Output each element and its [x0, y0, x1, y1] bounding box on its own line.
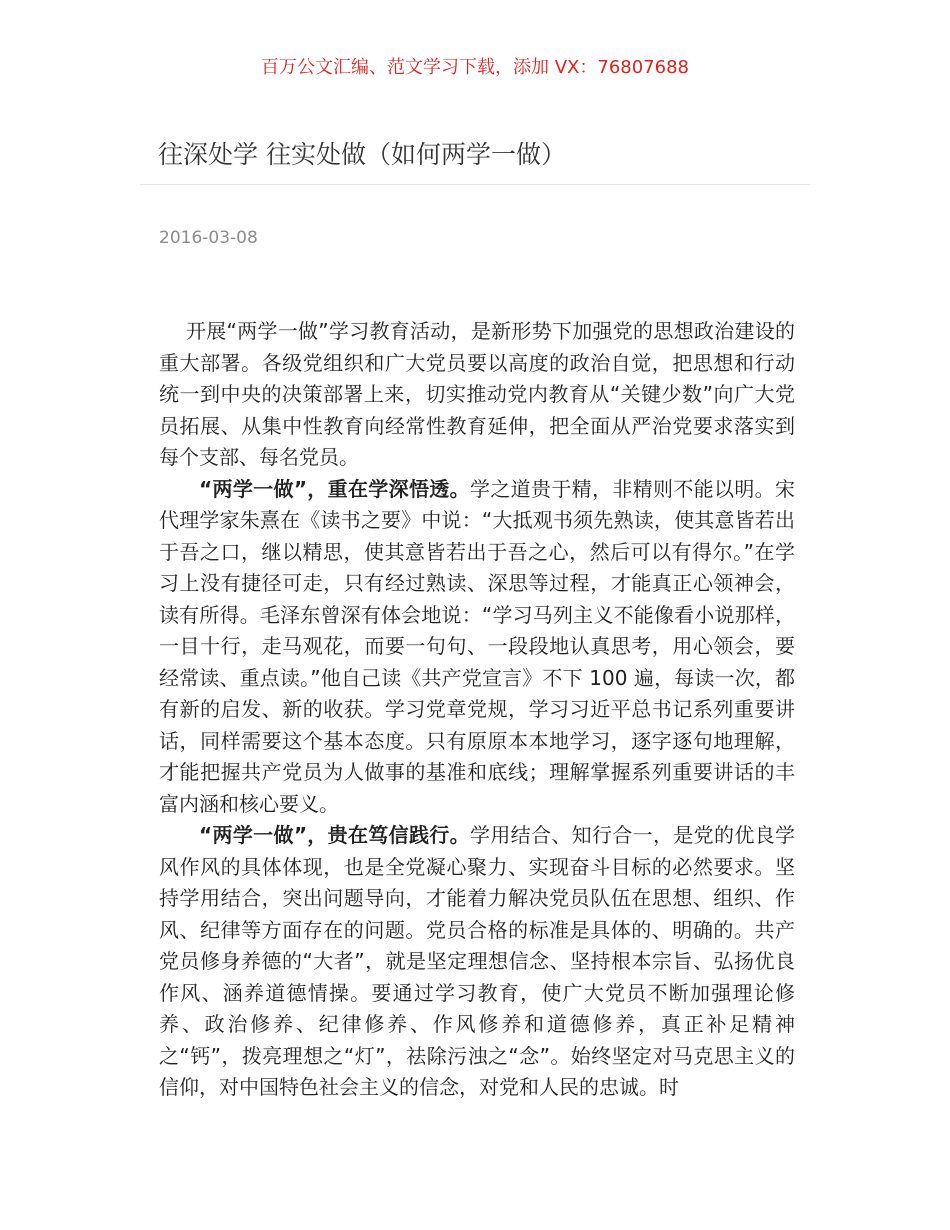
promo-banner: 百万公文汇编、范文学习下载，添加 VX：76807688	[261, 57, 689, 78]
paragraph-lead: “两学一做”，重在学深悟透。	[199, 476, 470, 501]
paragraph-lead: “两学一做”，贵在笃信践行。	[199, 823, 470, 847]
article-body	[159, 316, 795, 1116]
paragraph-practice	[159, 820, 795, 1104]
paragraph-text: 学用结合、知行合一，是党的优良学风作风的具体体现，也是全党凝心聚力、实现奋斗目标的必然要求。坚持学用结合，突出问题导向，才能着力解决党员队伍在思想、组织、作风、纪律等方面存在的问题。党员合格的标准是具体的、明确的。共产党员修身养德的“大者”，就是坚定理想信念、坚持根本宗旨、弘扬优良作风、涵养道德情操。要通过学习教育，使广大党员不断加强理论修养、政治修养、纪律修养、作风修养和道德修养，真正补足精神之“钙”，拨亮理想之“灯”，祛除污浊之“念”。始终坚定对马克思主义的信仰，对中国特色社会主义的信念，对党和人民的忠诚。时	[159, 823, 795, 1099]
publish-date: 2016-03-08	[159, 228, 258, 248]
paragraph-study	[159, 474, 795, 821]
paragraph-text: 开展“两学一做”学习教育活动，是新形势下加强党的思想政治建设的重大部署。各级党组织和广大党员要以高度的政治自觉，把思想和行动统一到中央的决策部署上来，切实推动党内教育从“关键少数”向广大党员拓展、从集中性教育向经常性教育延伸，把全面从严治党要求落实到每个支部、每名党员。	[159, 319, 795, 469]
paragraph-intro	[159, 316, 795, 474]
paragraph-text: 学之道贵于精，非精则不能以明。宋代理学家朱熹在《读书之要》中说：“大抵观书须先熟读，使其意皆若出于吾之口，继以精思，使其意皆若出于吾之心，然后可以有得尔。”在学习上没有捷径可走，只有经过熟读、深思等过程，才能真正心领神会，读有所得。毛泽东曾深有体会地说：“学习马列主义不能像看小说那样，一目十行，走马观花，而要一句句、一段段地认真思考，用心领会，要经常读、重点读。”他自己读《共产党宣言》不下 100 遍，每读一次，都有新的启发、新的收获。学习党章党规，学习习近平总书记系列重要讲话，同样需要这个基本态度。只有原原本本地学习，逐字逐句地理解，才能把握共产党员为人做事的基准和底线；理解掌握系列重要讲话的丰富内涵和核心要义。	[159, 476, 795, 816]
article-title: 往深处学 往实处做（如何两学一做）	[158, 140, 566, 169]
title-divider	[140, 184, 810, 185]
